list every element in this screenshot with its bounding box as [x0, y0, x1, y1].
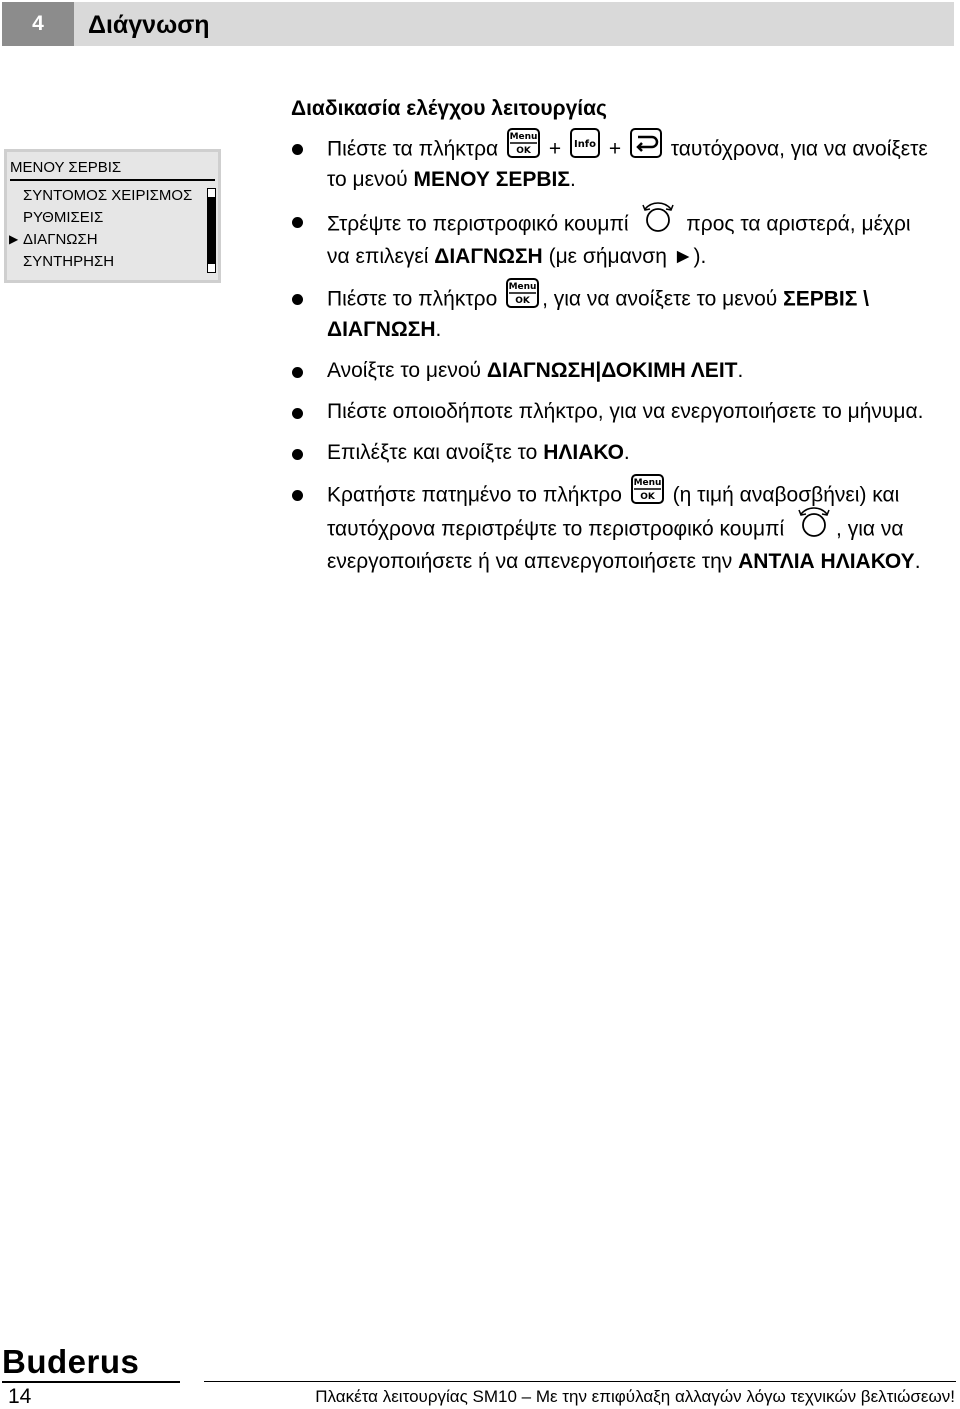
- display-title: ΜΕΝΟΥ ΣΕΡΒΙΣ: [10, 159, 215, 181]
- step-3: Πιέστε το πλήκτρο Menu OK , για να ανοίξετε το μενού ΣΕΡΒΙΣ \ ΔΙΑΓΝΩΣΗ.: [291, 284, 931, 344]
- page-number: 14: [8, 1385, 32, 1408]
- bullet-icon: [292, 144, 303, 155]
- svg-text:Info: Info: [573, 139, 596, 150]
- procedure-heading: Διαδικασία ελέγχου λειτουργίας: [291, 97, 607, 120]
- selection-marker-icon: ▶: [9, 232, 19, 246]
- bullet-icon: [292, 449, 303, 460]
- bullet-icon: [292, 367, 303, 378]
- svg-text:OK: OK: [639, 492, 655, 502]
- svg-text:Menu: Menu: [509, 132, 538, 142]
- menu-ok-key-icon: [506, 278, 539, 316]
- rotary-knob-icon: [794, 506, 834, 548]
- step-1: Πιέστε τα πλήκτρα Menu OK + Info + ταυτόχρονα, για να ανοίξετε το μενού ΜΕΝΟΥ ΣΕΡΒΙΣ.: [291, 134, 931, 194]
- scrollbar-thumb: [208, 197, 215, 264]
- display-menu-item: ΣΥΝΤΟΜΟΣ ΧΕΙΡΙΣΜΟΣ: [23, 187, 193, 204]
- svg-text:OK: OK: [516, 146, 531, 156]
- bullet-icon: [292, 294, 303, 305]
- service-menu-display: [4, 149, 221, 283]
- back-key-icon: [630, 128, 662, 166]
- bullet-icon: [292, 217, 303, 228]
- step-5: Πιέστε οποιοδήποτε πλήκτρο, για να ενεργοποιήσετε το μήνυμα.: [291, 398, 931, 426]
- footer-text: Πλακέτα λειτουργίας SM10 – Με την επιφύλαξη αλλαγών λόγω τεχνικών βελτιώσεων!: [315, 1387, 955, 1406]
- step-2: Στρέψτε το περιστροφικό κουμπί προς τα αριστερά, μέχρι να επιλεγεί ΔΙΑΓΝΩΣΗ (με σήμανση ►).: [291, 207, 931, 271]
- display-menu-item: ΣΥΝΤΗΡΗΣΗ: [23, 253, 115, 270]
- step-6: Επιλέξτε και ανοίξτε το ΗΛΙΑΚΟ.: [291, 439, 931, 467]
- svg-text:Menu: Menu: [508, 282, 537, 292]
- section-header: [2, 2, 954, 46]
- procedure-steps: [291, 134, 931, 589]
- step-4: Ανοίξτε το μενού ΔΙΑΓΝΩΣΗ|ΔΟΚΙΜΗ ΛΕΙΤ.: [291, 357, 931, 385]
- step-7: Κρατήστε πατημένο το πλήκτρο Menu OK (η τιμή αναβοσβήνει) και ταυτόχρονα περιστρέψτε το περιστροφικό κουμπί , για να ενεργοποιήσετε ή να απενεργοποιήσετε την ΑΝΤΛΙΑ ΗΛΙΑΚΟΥ.: [291, 480, 931, 576]
- footer-divider: [204, 1381, 956, 1382]
- bullet-icon: [292, 490, 303, 501]
- menu-ok-key-icon: [507, 128, 540, 166]
- rotary-knob-icon: [638, 201, 678, 243]
- svg-text:Menu: Menu: [633, 478, 662, 488]
- display-menu-item-selected: ΔΙΑΓΝΩΣΗ: [23, 231, 98, 248]
- section-number: 4: [2, 2, 74, 46]
- logo-divider: [2, 1381, 180, 1383]
- svg-text:OK: OK: [515, 296, 530, 306]
- buderus-logo: Buderus: [2, 1343, 140, 1380]
- display-scrollbar: [207, 188, 216, 273]
- menu-ok-key-icon: [631, 474, 664, 512]
- info-key-icon: [570, 128, 600, 166]
- bullet-icon: [292, 408, 303, 419]
- section-title: Διάγνωση: [88, 11, 210, 39]
- display-menu-item: ΡΥΘΜΙΣΕΙΣ: [23, 209, 104, 226]
